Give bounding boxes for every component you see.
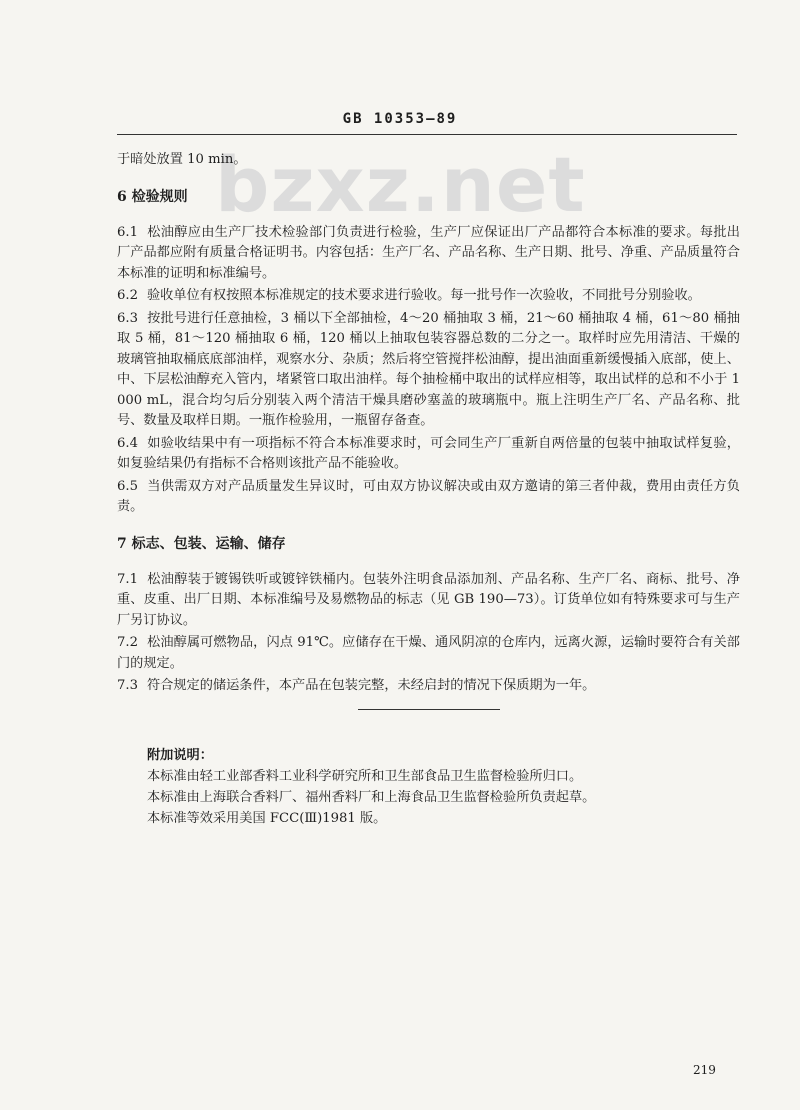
clause-7-3 [117,676,740,697]
clause-number: 6.5 [117,478,138,494]
clause-text: 按批号进行任意抽检，3 桶以下全部抽检，4～20 桶抽取 3 桶，21～60 桶抽取 4 桶，61～80 桶抽取 5 桶，81～120 桶抽取 6 桶，120 桶以上抽取包装容器总数的二分之一。取样时应先用清洁、干燥的玻璃管抽取桶底底部油样，观察水分、杂质；然后将空管搅拌松油醇，提出油面重新缓慢插入底部，使上、中、下层松油醇充入管内，堵紧管口取出油样。每个抽检桶中取出的试样应相等，取出试样的总和不小于 1 000 mL，混合均匀后分别装入两个清洁干燥具磨砂塞盖的玻璃瓶中。瓶上注明生产厂名、产品名称、批号、数量及取样日期。一瓶作检验用，一瓶留存备查。 [117,310,740,428]
clause-6-4 [117,434,740,475]
section-7-title: 7 标志、包装、运输、储存 [117,535,286,552]
header-rule [117,134,737,135]
section-6-title: 6 检验规则 [117,188,188,205]
clause-6-3 [117,309,740,432]
intro-line: 于暗处放置 10 min。 [117,152,247,167]
clause-text: 松油醇装于镀锡铁听或镀锌铁桶内。包装外注明食品添加剂、产品名称、生产厂名、商标、批号、净重、皮重、出厂日期、本标准编号及易燃物品的标志（见 GB 190—73）。订货单位如有特殊要求可与生产厂另订协议。 [117,571,740,628]
clause-number: 7.3 [117,678,138,693]
main-content [117,150,740,699]
clause-number: 6.2 [117,288,138,303]
clause-text: 如验收结果中有一项指标不符合本标准要求时，可会同生产厂重新自两倍量的包装中抽取试样复验，如复验结果仍有指标不合格则该批产品不能验收。 [117,435,740,471]
clause-number: 7.1 [117,571,138,587]
clause-number: 6.4 [117,435,138,451]
notes-line: 本标准由轻工业部香料工业科学研究所和卫生部食品卫生监督检验所归口。 [147,769,583,784]
clause-7-2 [117,633,740,674]
clause-text: 松油醇应由生产厂技术检验部门负责进行检验，生产厂应保证出厂产品都符合本标准的要求。每批出厂产品都应附有质量合格证明书。内容包括：生产厂名、产品名称、生产日期、批号、净重、产品质量符合本标准的证明和标准编号。 [117,224,740,281]
notes-title: 附加说明： [147,748,213,763]
standard-code-header: GB 10353—89 [342,111,458,127]
additional-notes [147,745,747,829]
notes-line: 本标准等效采用美国 FCC(Ⅲ)1981 版。 [147,811,387,826]
clause-text: 验收单位有权按照本标准规定的技术要求进行验收。每一批号作一次验收，不同批号分别验收。 [147,288,701,303]
page-number: 219 [693,1063,716,1077]
watermark: bzxz.net [215,140,586,229]
clause-number: 6.1 [117,224,138,240]
clause-text: 松油醇属可燃物品，闪点 91℃。应储存在干燥、通风阴凉的仓库内，远离火源，运输时要符合有关部门的规定。 [117,635,740,671]
clause-text: 符合规定的储运条件，本产品在包装完整，未经启封的情况下保质期为一年。 [147,678,596,693]
clause-6-1 [117,223,740,285]
clause-6-5 [117,477,740,518]
notes-line: 本标准由上海联合香料厂、福州香料厂和上海食品卫生监督检验所负责起草。 [147,790,596,805]
clause-number: 6.3 [117,310,138,326]
clause-number: 7.2 [117,635,138,650]
clause-7-1 [117,570,740,632]
end-rule [358,709,500,710]
clause-text: 当供需双方对产品质量发生异议时，可由双方协议解决或由双方邀请的第三者仲裁，费用由责任方负责。 [117,478,740,514]
clause-6-2 [117,286,740,307]
